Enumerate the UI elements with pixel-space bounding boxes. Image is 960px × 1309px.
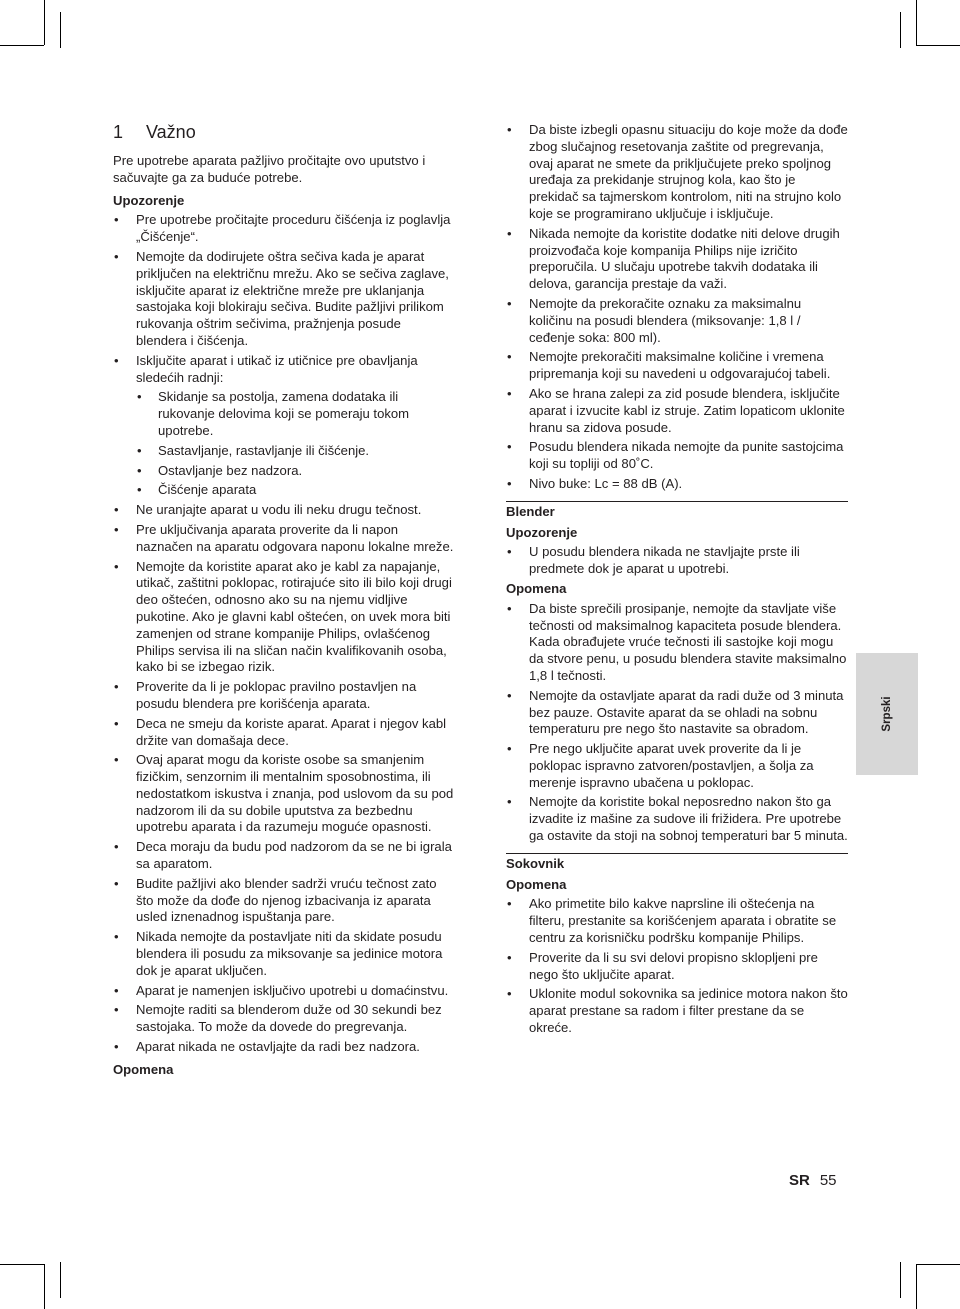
list-item: • Nemojte da koristite aparat ako je kabl za napajanje, utikač, zaštitni poklopac, rotirajuće sito ili bilo koji drugi deo oštećen, odnosno ako su na njemu vidljive pukotine. Ako je glavni kabl oštećen, on uvek mora biti zamenjen od strane kompanije Philips, ovlašćenog Philips servisa ili na sličan način kvalifikovanih osoba, kako bi se izbegao rizik. (113, 559, 455, 677)
list-item: • Nikada nemojte da koristite dodatke niti delove drugih proizvođača koje kompanija Philips nije izričito preporučila. U slučaju upotrebe takvih dodataka ili delova, garancija prestaje da važi. (506, 226, 848, 293)
list-item: • Nemojte da dodirujete oštra sečiva kada je aparat priključen na električnu mrežu. Ako se sečiva zaglave, isključite aparat iz električne mreže pre uklanjanja sastojaka koji blokiraju sečiva. Budite pažljivi prilikom rukovanja oštrim sečivima, pražnjenja posude blendera i čišćenja. (113, 249, 455, 350)
list-item (113, 353, 455, 499)
sub-list-item: • Sastavljanje, rastavljanje ili čišćenje. (136, 443, 455, 460)
sub-list-item: • Skidanje sa postolja, zamena dodataka ili rukovanje delovima koji se pomeraju tokom upotrebe. (136, 389, 455, 439)
page-number: 55 (819, 1172, 837, 1189)
left-column (113, 121, 455, 1082)
section-title: Važno (146, 122, 196, 142)
section-heading (113, 121, 455, 143)
list-item: • U posudu blendera nikada ne stavljajte prste ili predmete dok je aparat u upotrebi. (506, 544, 848, 578)
crop-mark (60, 1262, 61, 1298)
list-item: • Nemojte da ostavljate aparat da radi duže od 3 minuta bez pauze. Ostavite aparat da se ohladi na sobnu temperaturu pre nego što nastavite sa obradom. (506, 688, 848, 738)
note-list (506, 122, 848, 493)
section-number: 1 (113, 122, 124, 142)
blender-note-list (506, 601, 848, 845)
crop-mark (916, 45, 960, 46)
list-item: • Nemojte da koristite bokal neposredno nakon što ga izvadite iz mašine za sudove ili frižidera. Pre upotrebe ga ostavite da stoji na sobnoj temperaturi bar 5 minuta. (506, 794, 848, 844)
list-item: • Da biste sprečili prosipanje, nemojte da stavljate više tečnosti od maksimalnog kapaciteta posude blendera. Kada obrađujete vruće tečnosti ili sastojke koji mogu da stvore penu, u posudu blendera stavite maksimalno 1,8 l tečnosti. (506, 601, 848, 685)
crop-mark (916, 0, 917, 45)
list-item: • Ako primetite bilo kakve naprsline ili oštećenja na filteru, prestanite sa korišćenjem aparata i obratite se centru za korisničku podršku kompanije Philips. (506, 896, 848, 946)
language-side-tab-label: Srpski (881, 696, 893, 732)
crop-mark (0, 45, 44, 46)
list-item: • Posudu blendera nikada nemojte da punite sastojcima koji su topliji od 80˚C. (506, 439, 848, 473)
list-item: • Ovaj aparat mogu da koriste osobe sa smanjenim fizičkim, senzornim ili mentalnim sposobnostima, ili nedostatkom iskustva i znanja, pod uslovom da su pod nadzorom ili da su dobile uputstva za bezbednu upotrebu aparata i da razumeju moguće opasnosti. (113, 752, 455, 836)
list-item: • Pre nego uključite aparat uvek proverite da li je poklopac ispravno zatvoren/postavljen, a šolja za merenje ispravno ubačena u poklopac. (506, 741, 848, 791)
blender-warning-list (506, 544, 848, 578)
juicer-heading: Sokovnik (506, 853, 848, 873)
intro-text: Pre upotrebe aparata pažljivo pročitajte ovo uputstvo i sačuvajte ga za buduće potrebe. (113, 153, 426, 185)
list-item: • Proverite da li su svi delovi propisno sklopljeni pre nego što uključite aparat. (506, 950, 848, 984)
list-item: • Deca moraju da budu pod nadzorom da se ne bi igrala sa aparatom. (113, 839, 455, 873)
blender-note-label: Opomena (506, 580, 567, 596)
page-footer (789, 1172, 837, 1189)
list-item: • Aparat je namenjen isključivo upotrebi u domaćinstvu. (113, 983, 455, 1000)
list-item: • Nemojte raditi sa blenderom duže od 30 sekundi bez sastojaka. To može da dovede do pregrevanja. (113, 1002, 455, 1036)
list-item: • Uklonite modul sokovnika sa jedinice motora nakon što aparat prestane sa radom i filter prestane da se okreće. (506, 986, 848, 1036)
note-label: Opomena (113, 1061, 174, 1077)
list-item: • Nemojte da prekoračite oznaku za maksimalnu količinu na posudi blendera (miksovanje: 1,8 l / ceđenje soka: 800 ml). (506, 296, 848, 346)
list-item: • Nemojte prekoračiti maksimalne količine i vremena pripremanja koji su navedeni u odgovarajućoj tabeli. (506, 349, 848, 383)
list-item-text: Isključite aparat i utikač iz utičnice pre obavljanja sledećih radnji: (136, 352, 418, 385)
list-item: • Budite pažljivi ako blender sadrži vruću tečnost zato što može da dođe do njenog izbacivanja iz aparata usled iznenadnog ispuštanja pare. (113, 876, 455, 926)
warning-list (113, 212, 455, 1055)
list-item: • Ne uranjajte aparat u vodu ili neku drugu tečnost. (113, 502, 455, 519)
list-item: • Ako se hrana zalepi za zid posude blendera, isključite aparat i izvucite kabl iz struje. Zatim lopaticom uklonite hranu sa zidova posude. (506, 386, 848, 436)
blender-warning-label: Upozorenje (506, 524, 578, 540)
crop-mark (0, 1264, 44, 1265)
crop-mark (916, 1264, 960, 1265)
juicer-note-list (506, 896, 848, 1036)
crop-mark (900, 12, 901, 48)
crop-mark (60, 12, 61, 48)
crop-mark (900, 1262, 901, 1298)
sub-list (136, 389, 455, 499)
crop-mark (44, 0, 45, 45)
list-item: • Nivo buke: Lc = 88 dB (A). (506, 476, 848, 493)
list-item: • Proverite da li je poklopac pravilno postavljen na posudu blendera pre korišćenja aparata. (113, 679, 455, 713)
footer-language: SR (789, 1172, 810, 1189)
list-item: • Aparat nikada ne ostavljajte da radi bez nadzora. (113, 1039, 455, 1056)
blender-heading: Blender (506, 501, 848, 521)
list-item: • Deca ne smeju da koriste aparat. Aparat i njegov kabl držite van domašaja dece. (113, 716, 455, 750)
list-item: • Pre uključivanja aparata proverite da li napon naznačen na aparatu odgovara naponu lokalne mreže. (113, 522, 455, 556)
sub-list-item: • Ostavljanje bez nadzora. (136, 463, 455, 480)
list-item: • Pre upotrebe pročitajte proceduru čišćenja iz poglavlja „Čišćenje“. (113, 212, 455, 246)
sub-list-item: • Čišćenje aparata (136, 482, 455, 499)
right-column (506, 122, 848, 1040)
list-item: • Da biste izbegli opasnu situaciju do koje može da dođe zbog slučajnog resetovanja zaštite od pregrevanja, ovaj aparat ne smete da priključujete preko spoljnog uređaja za prekidanje strujnog kola, kao što je prekidač sa tajmerskom kontrolom, niti na strujno kolo koje se programirano uključuje i isključuje. (506, 122, 848, 223)
list-item: • Nikada nemojte da postavljate niti da skidate posudu blendera ili posudu za miksovanje sa jedinice motora dok je aparat uključen. (113, 929, 455, 979)
crop-mark (916, 1264, 917, 1309)
crop-mark (44, 1264, 45, 1309)
warning-label: Upozorenje (113, 192, 185, 208)
juicer-note-label: Opomena (506, 876, 567, 892)
language-side-tab (856, 653, 918, 775)
